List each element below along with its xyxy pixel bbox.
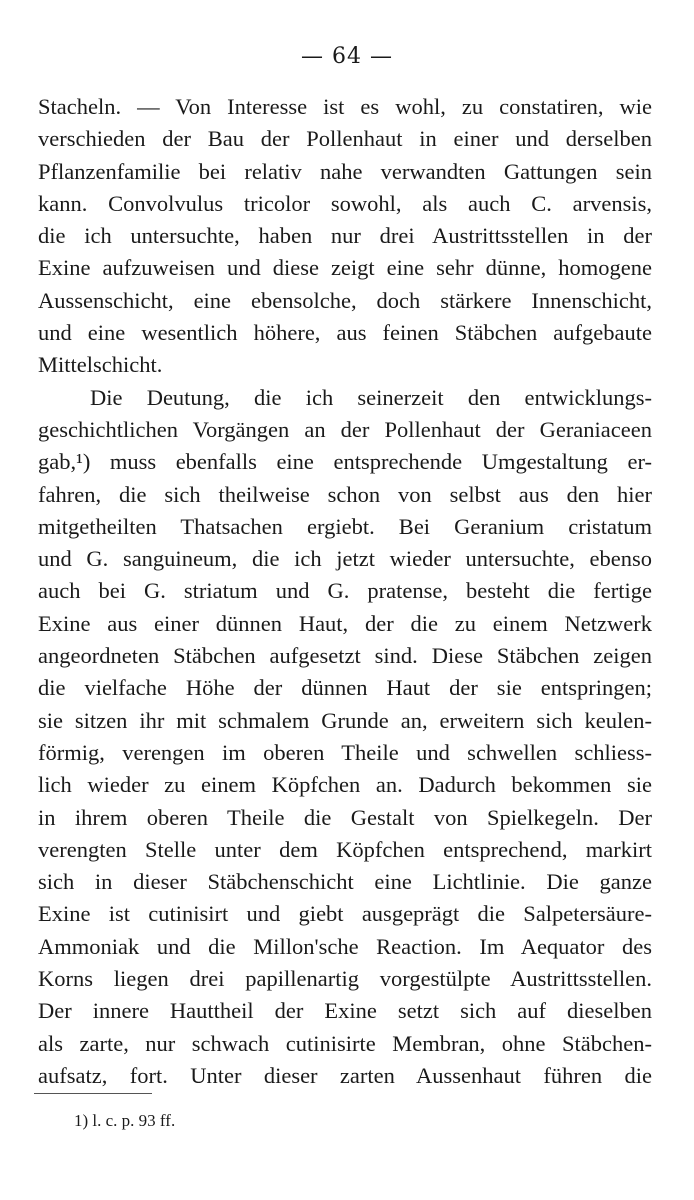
- text-line: kann. Convolvulus tricolor sowohl, als auch C. arvensis,: [38, 190, 652, 216]
- text-line: aufsatz, fort. Unter dieser zarten Aussenhaut führen die: [38, 1062, 652, 1088]
- text-line: Exine aufzuweisen und diese zeigt eine sehr dünne, homogene: [38, 255, 652, 281]
- footnote-divider: [34, 1093, 152, 1094]
- text-line: Der innere Hauttheil der Exine setzt sich auf dieselben: [38, 998, 652, 1024]
- text-line: förmig, verengen im oberen Theile und schwellen schliess-: [38, 739, 652, 765]
- text-line: geschichtlichen Vorgängen an der Pollenhaut der Geraniaceen: [38, 416, 652, 442]
- text-line: Ammoniak und die Millon'sche Reaction. Im Aequator des: [38, 933, 652, 959]
- text-line: lich wieder zu einem Köpfchen an. Dadurch bekommen sie: [38, 772, 652, 798]
- text-line: Pflanzenfamilie bei relativ nahe verwandten Gattungen sein: [38, 158, 652, 184]
- page-number: — 64 —: [301, 44, 393, 69]
- text-line: verschieden der Bau der Pollenhaut in einer und derselben: [38, 126, 652, 152]
- text-line: als zarte, nur schwach cutinisirte Membran, ohne Stäbchen-: [38, 1030, 652, 1056]
- text-line: Aussenschicht, eine ebensolche, doch stärkere Innenschicht,: [38, 287, 652, 313]
- paragraph-start-line: Die Deutung, die ich seinerzeit den entwicklungs-: [90, 384, 652, 410]
- body-text: [38, 91, 652, 1092]
- text-line: Exine aus einer dünnen Haut, der die zu einem Netzwerk: [38, 610, 652, 636]
- text-line: und G. sanguineum, die ich jetzt wieder untersuchte, ebenso: [38, 546, 652, 572]
- text-line: angeordneten Stäbchen aufgesetzt sind. Diese Stäbchen zeigen: [38, 643, 652, 669]
- text-line: Stacheln. — Von Interesse ist es wohl, zu constatiren, wie: [38, 94, 652, 119]
- text-line: gab,¹) muss ebenfalls eine entsprechende Umgestaltung er-: [38, 449, 652, 475]
- text-line: Mittelschicht.: [38, 352, 163, 378]
- text-line: auch bei G. striatum und G. pratense, besteht die fertige: [38, 578, 652, 604]
- text-line: sich in dieser Stäbchenschicht eine Lichtlinie. Die ganze: [38, 869, 652, 895]
- text-line: die vielfache Höhe der dünnen Haut der sie entspringen;: [38, 675, 652, 701]
- text-line: fahren, die sich theilweise schon von selbst aus den hier: [38, 481, 652, 507]
- footnote: 1) l. c. p. 93 ff.: [74, 1111, 176, 1130]
- text-line: und eine wesentlich höhere, aus feinen Stäbchen aufgebaute: [38, 320, 652, 346]
- text-line: in ihrem oberen Theile die Gestalt von Spielkegeln. Der: [38, 804, 652, 830]
- text-line: mitgetheilten Thatsachen ergiebt. Bei Geranium cristatum: [38, 513, 652, 539]
- text-line: die ich untersuchte, haben nur drei Austrittsstellen in der: [38, 223, 652, 249]
- text-line: verengten Stelle unter dem Köpfchen entsprechend, markirt: [38, 836, 652, 862]
- text-line: Exine ist cutinisirt und giebt ausgeprägt die Salpetersäure-: [38, 901, 652, 927]
- text-line: sie sitzen ihr mit schmalem Grunde an, erweitern sich keulen-: [38, 707, 652, 733]
- text-line: Korns liegen drei papillenartig vorgestülpte Austrittsstellen.: [38, 966, 652, 992]
